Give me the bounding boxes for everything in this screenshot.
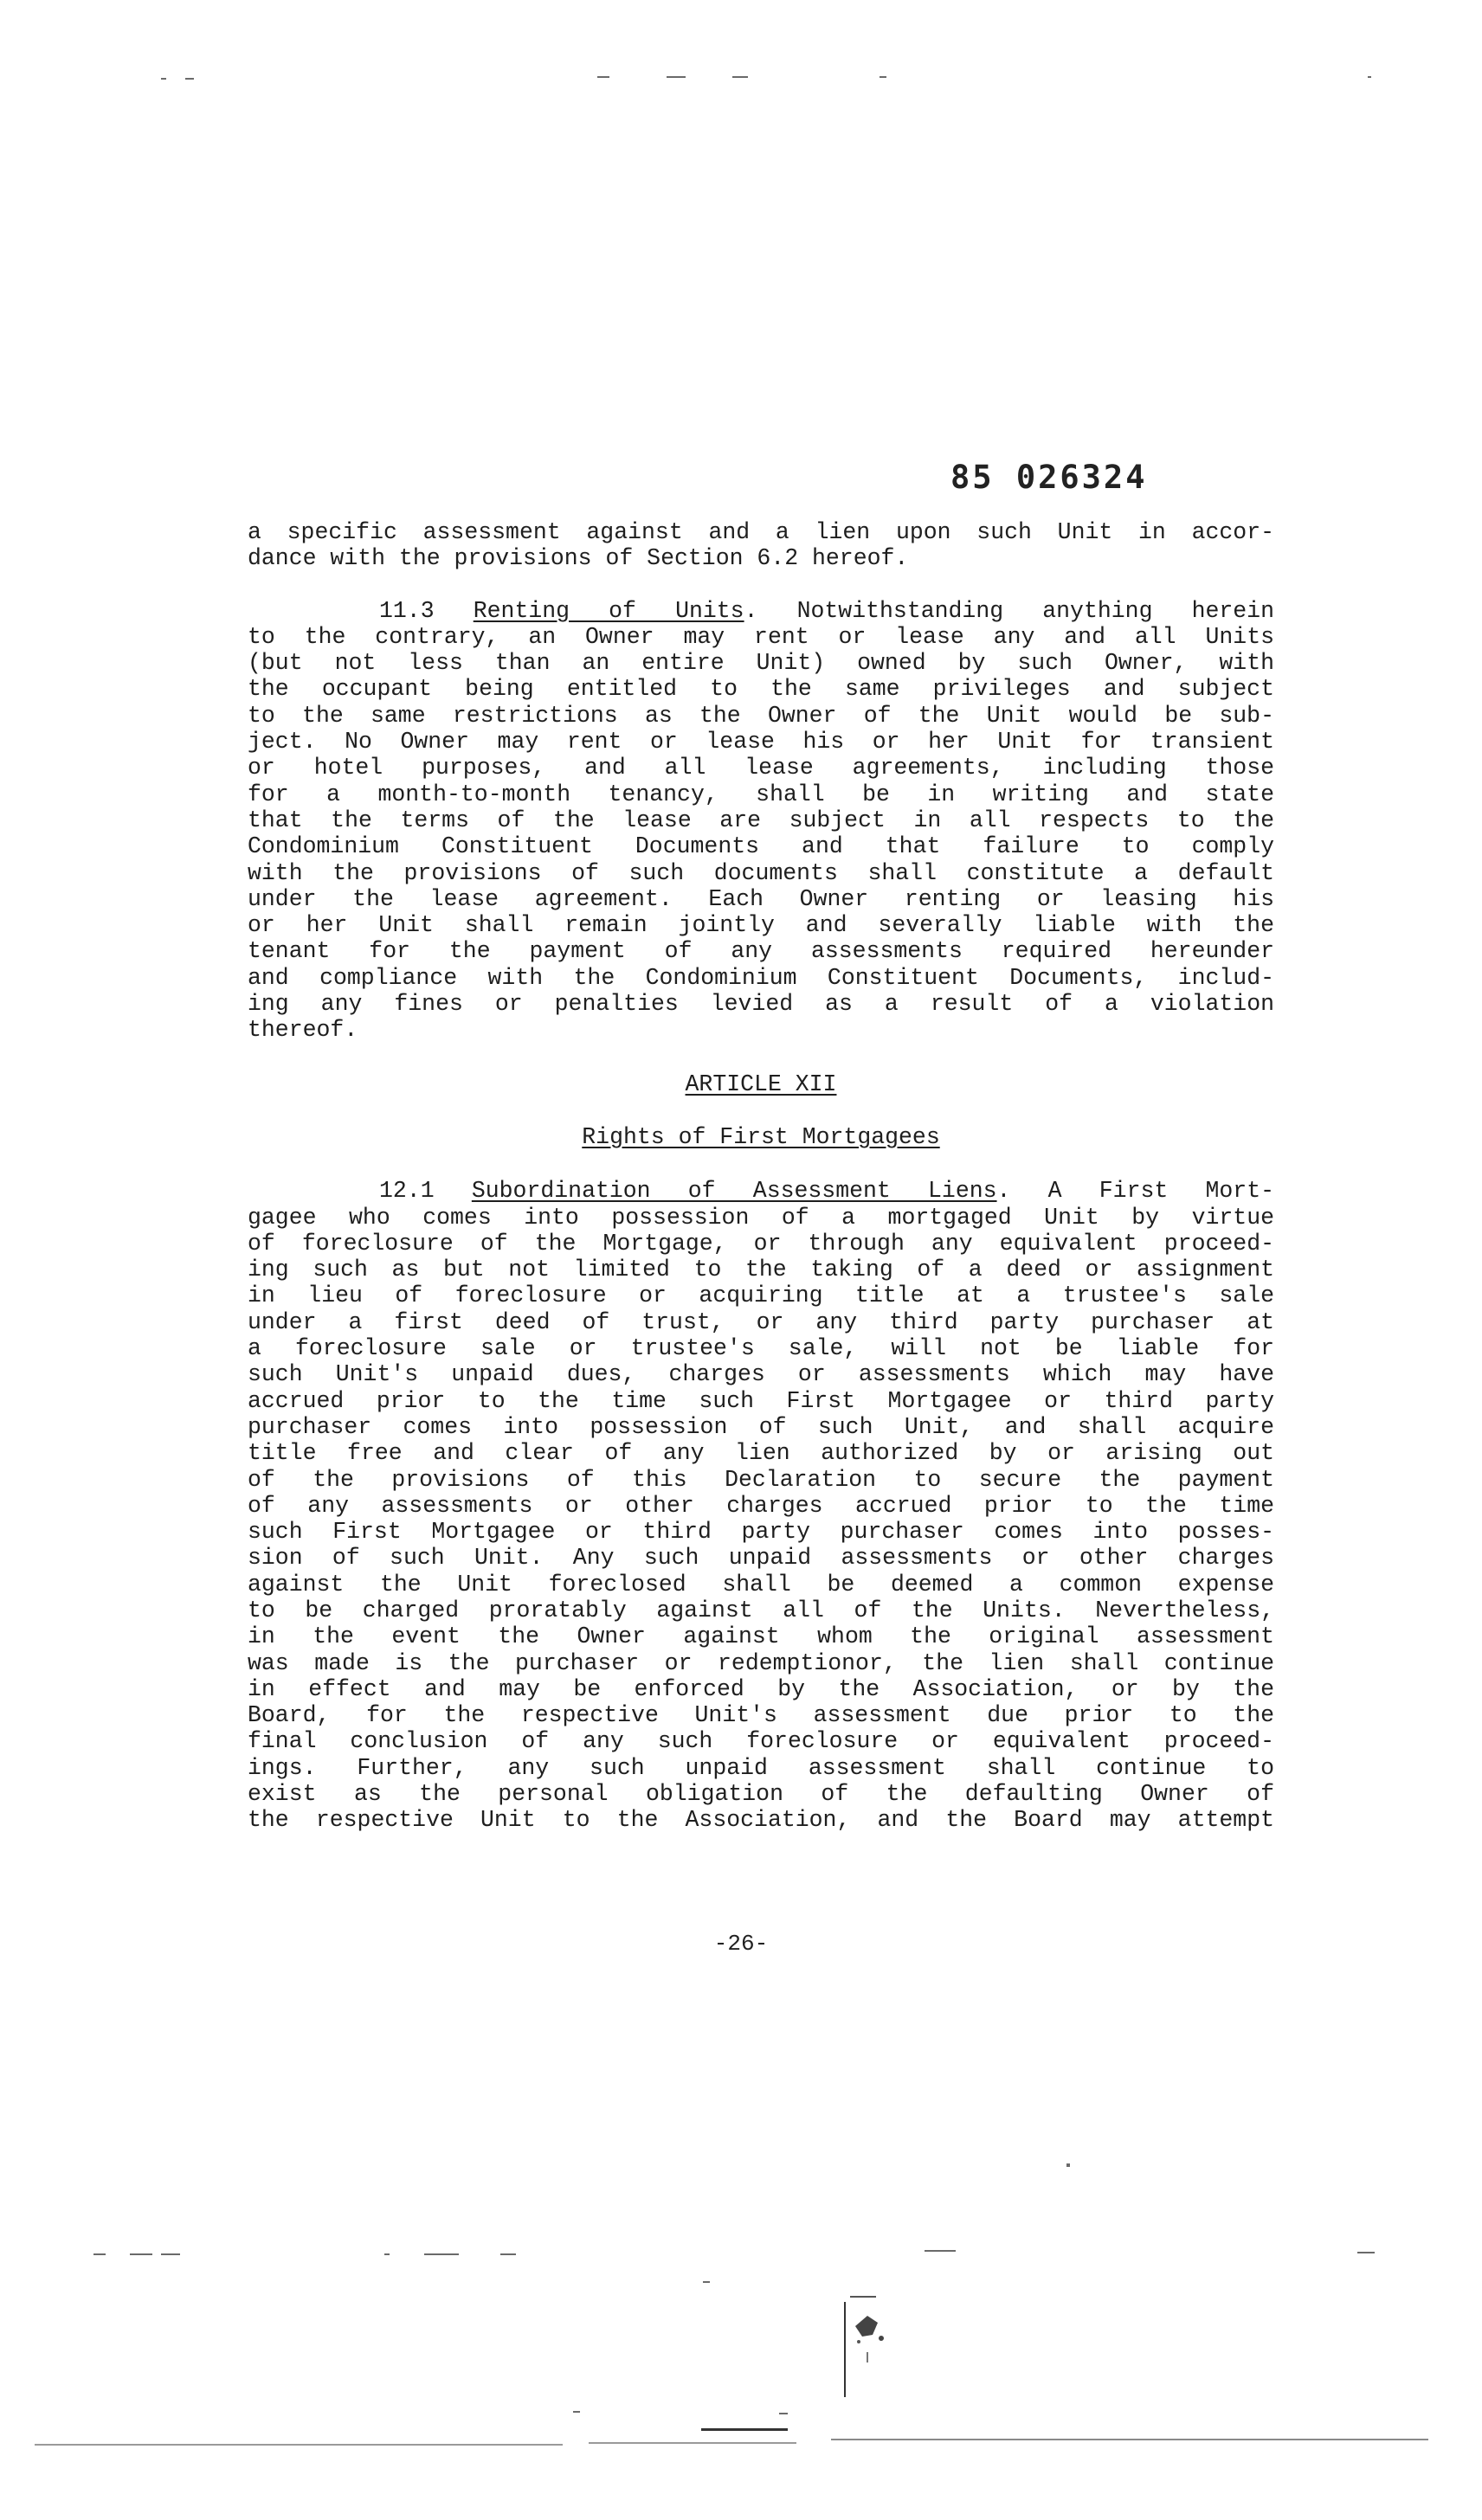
scan-dash xyxy=(1357,2252,1375,2253)
text-line: in effect and may be enforced by the Association, or by the xyxy=(248,1675,1274,1702)
intro-paragraph xyxy=(248,519,1274,572)
scan-dash xyxy=(925,2250,956,2252)
text-line: to the same restrictions as the Owner of the Unit would be sub- xyxy=(248,702,1274,729)
text-line: that the terms of the lease are subject in all respects to the xyxy=(248,807,1274,833)
scan-speck xyxy=(597,76,609,78)
recording-stamp xyxy=(838,2285,907,2406)
document-number: 85 026324 xyxy=(950,459,1148,496)
text-line: tenant for the payment of any assessments required hereunder xyxy=(248,938,1274,965)
text-line: such Unit's unpaid dues, charges or assessments which may have xyxy=(248,1361,1274,1388)
scan-speck xyxy=(1368,76,1371,78)
text-line: and compliance with the Condominium Constituent Documents, includ- xyxy=(248,964,1274,991)
scan-speck xyxy=(185,78,194,80)
text-line: such First Mortgagee or third party purchaser comes into posses- xyxy=(248,1519,1274,1546)
text-line: Condominium Constituent Documents and that failure to comply xyxy=(248,833,1274,860)
text-line: the occupant being entitled to the same privileges and subject xyxy=(248,676,1274,703)
text-line: of foreclosure of the Mortgage, or through any equivalent proceed- xyxy=(248,1230,1274,1257)
scan-bottom-rule xyxy=(35,2444,563,2446)
text-line: Board, for the respective Unit's assessment due prior to the xyxy=(248,1702,1274,1729)
scan-dash xyxy=(779,2413,788,2414)
text-line: of the provisions of this Declaration to secure the payment xyxy=(248,1466,1274,1493)
section-first-line xyxy=(248,598,1274,624)
text-line: for a month-to-month tenancy, shall be in writing and state xyxy=(248,781,1274,807)
scan-speck xyxy=(667,76,686,78)
scan-bottom-rule xyxy=(831,2439,1428,2440)
text-line: sion of such Unit. Any such unpaid assessments or other charges xyxy=(248,1545,1274,1572)
scan-speck xyxy=(732,76,748,78)
scan-speck xyxy=(880,76,886,78)
text-line: accrued prior to the time such First Mortgagee or third party xyxy=(248,1387,1274,1414)
scan-dash xyxy=(161,2253,180,2255)
scan-dash xyxy=(703,2281,710,2283)
text-line: ing any fines or penalties levied as a result of a violation xyxy=(248,991,1274,1018)
text-line: the respective Unit to the Association, and the Board may attempt xyxy=(248,1807,1274,1834)
section-heading: Subordination of Assessment Liens xyxy=(471,1178,997,1205)
text-line: thereof. xyxy=(248,1017,358,1044)
scan-dash xyxy=(384,2253,390,2255)
text-line: to the contrary, an Owner may rent or lease any and all Units xyxy=(248,623,1274,650)
article-title: ARTICLE XII xyxy=(685,1070,837,1097)
scan-dash xyxy=(130,2253,152,2255)
document-body xyxy=(248,519,1274,1834)
section-number: 11.3 xyxy=(379,597,435,624)
section-11-3 xyxy=(248,598,1274,1044)
scan-speck xyxy=(1066,2163,1070,2167)
text-line: gagee who comes into possession of a mortgaged Unit by virtue xyxy=(248,1204,1274,1231)
article-subtitle: Rights of First Mortgagees xyxy=(582,1123,940,1150)
text-line: or her Unit shall remain jointly and severally liable with the xyxy=(248,912,1274,939)
text-line: with the provisions of such documents shall constitute a default xyxy=(248,859,1274,886)
text-line: purchaser comes into possession of such Unit, and shall acquire xyxy=(248,1413,1274,1440)
text-line: a foreclosure sale or trustee's sale, will not be liable for xyxy=(248,1335,1274,1362)
scan-bottom-rule xyxy=(589,2442,796,2444)
scan-speck xyxy=(161,78,166,80)
scan-dash xyxy=(424,2253,459,2255)
text-line: a specific assessment against and a lien upon such Unit in accor- xyxy=(248,519,1274,545)
section-heading: Renting of Units xyxy=(473,597,744,624)
text-line: against the Unit foreclosed shall be deemed a common expense xyxy=(248,1571,1274,1598)
text-line: (but not less than an entire Unit) owned by such Owner, with xyxy=(248,650,1274,677)
text-line: was made is the purchaser or redemptionor, the lien shall continue xyxy=(248,1649,1274,1676)
text-line: ject. No Owner may rent or lease his or her Unit for transient xyxy=(248,729,1274,755)
scan-dash xyxy=(500,2253,516,2255)
text-line: under a first deed of trust, or any third party purchaser at xyxy=(248,1308,1274,1335)
text-line: to be charged proratably against all of the Units. Nevertheless, xyxy=(248,1597,1274,1623)
section-first-line-text: . A First Mort- xyxy=(996,1178,1274,1205)
section-12-1 xyxy=(248,1178,1274,1833)
page-number: -26- xyxy=(713,1931,769,1957)
scan-line xyxy=(701,2428,788,2431)
text-line: or hotel purposes, and all lease agreements, including those xyxy=(248,755,1274,781)
section-first-line xyxy=(248,1178,1274,1204)
text-line: in the event the Owner against whom the original assessment xyxy=(248,1623,1274,1650)
text-line: under the lease agreement. Each Owner renting or leasing his xyxy=(248,885,1274,912)
text-line: title free and clear of any lien authorized by or arising out xyxy=(248,1440,1274,1467)
text-line: final conclusion of any such foreclosure or equivalent proceed- xyxy=(248,1728,1274,1755)
scan-dash xyxy=(573,2411,580,2413)
text-line: ings. Further, any such unpaid assessment shall continue to xyxy=(248,1754,1274,1781)
section-number: 12.1 xyxy=(379,1178,435,1205)
section-first-line-text: . Notwithstanding anything herein xyxy=(744,597,1274,624)
text-line: in lieu of foreclosure or acquiring title at a trustee's sale xyxy=(248,1282,1274,1309)
text-line: exist as the personal obligation of the defaulting Owner of xyxy=(248,1781,1274,1808)
text-line: dance with the provisions of Section 6.2 hereof. xyxy=(248,545,909,572)
text-line: ing such as but not limited to the taking of a deed or assignment xyxy=(248,1257,1274,1283)
scan-dash xyxy=(93,2253,106,2255)
text-line: of any assessments or other charges accrued prior to the time xyxy=(248,1492,1274,1519)
